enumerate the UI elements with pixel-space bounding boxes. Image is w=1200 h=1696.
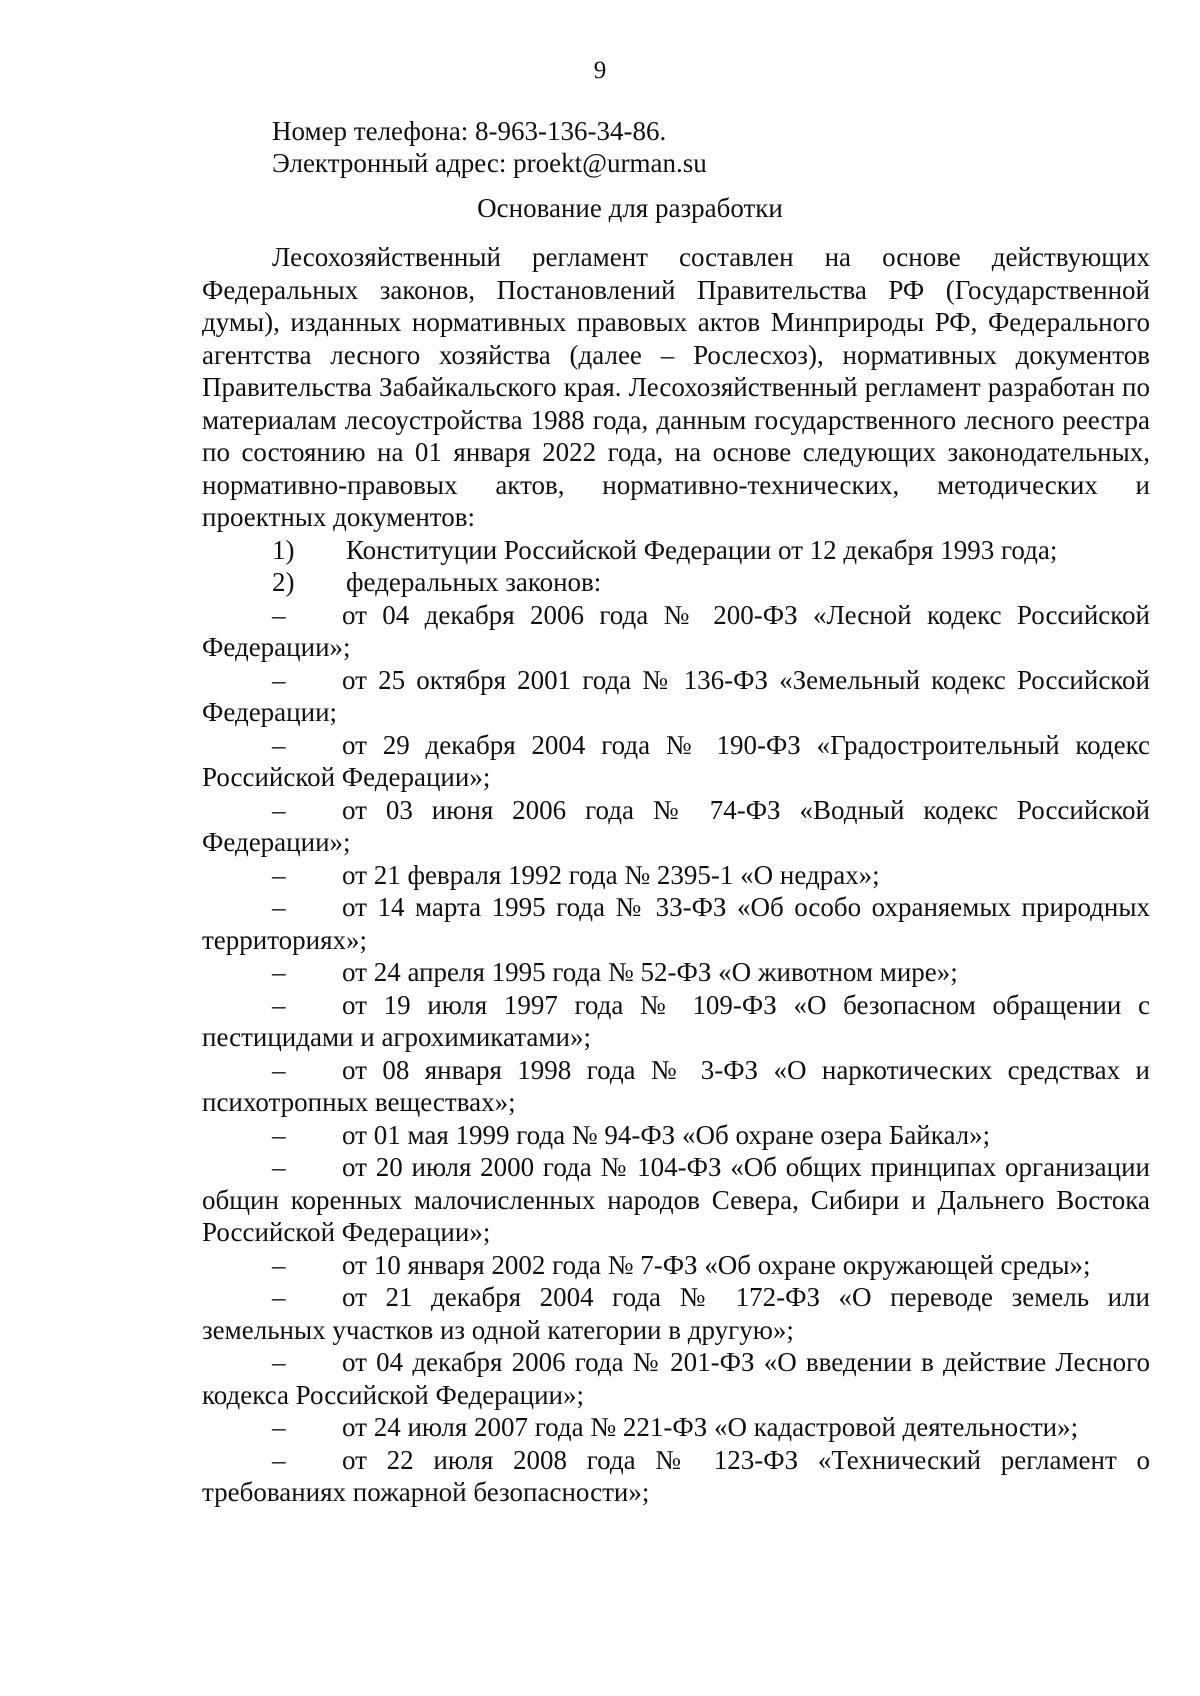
item-marker: 1) — [272, 534, 295, 565]
document-body — [202, 241, 1150, 1509]
law-item-text: от 24 апреля 1995 года № 52-ФЗ «О животном мире»; — [342, 957, 958, 987]
law-item-text: от 04 декабря 2006 года № 200-ФЗ «Лесной кодекс Российской Федерации»; — [202, 599, 1150, 662]
law-item-text: от 04 декабря 2006 года № 201-ФЗ «О введении в действие Лесного кодекса Российской Федерации»; — [202, 1347, 1150, 1410]
item-text: федеральных законов: — [346, 567, 602, 597]
dash-marker: – — [272, 1152, 286, 1182]
section-title: Основание для разработки — [477, 193, 783, 223]
law-item-text: от 25 октября 2001 года № 136-ФЗ «Земельный кодекс Российской Федерации; — [202, 664, 1150, 727]
dash-marker: – — [272, 599, 286, 630]
law-item-text: от 08 января 1998 года № 3-ФЗ «О наркотических средствах и психотропных веществах»; — [202, 1054, 1150, 1117]
law-item — [202, 1054, 1150, 1119]
intro-paragraph: Лесохозяйственный регламент составлен на основе действующих Федеральных законов, Постановлений Правительства РФ (Государственной думы), изданных нормативных правовых актов Минприроды РФ, Федерального агентства лесного хозяйства (далее – Рослесхоз), нормативных документов Правительства Забайкальского края. Лесохозяйственный регламент разработан по материалам лесоустройства 1988 года, данным государственного лесного реестра по состоянию на 01 января 2022 года, на основе следующих законодательных, нормативно-правовых актов, нормативно-технических, методических и проектных документов: — [202, 242, 1150, 532]
law-item-text: от 21 декабря 2004 года № 172-ФЗ «О переводе земель или земельных участков из одной категории в другую»; — [202, 1282, 1150, 1345]
dash-marker: – — [272, 1282, 286, 1312]
law-item-text: от 10 января 2002 года № 7-ФЗ «Об охране окружающей среды»; — [342, 1249, 1091, 1280]
law-item — [202, 891, 1150, 956]
law-item — [202, 729, 1150, 794]
item-marker: 2) — [272, 567, 295, 597]
law-item-text: от 14 марта 1995 года № 33-ФЗ «Об особо охраняемых природных территориях»; — [202, 892, 1150, 955]
law-item — [202, 1411, 1150, 1444]
numbered-item — [202, 566, 1150, 599]
dash-marker: – — [272, 989, 286, 1020]
dash-marker: – — [272, 859, 286, 890]
law-item — [202, 956, 1150, 989]
dash-marker: – — [272, 1249, 286, 1280]
dash-marker: – — [272, 1347, 286, 1377]
law-item — [202, 1346, 1150, 1411]
law-item-text: от 24 июля 2007 года № 221-ФЗ «О кадастровой деятельности»; — [342, 1412, 1079, 1442]
dash-marker: – — [272, 1054, 286, 1085]
numbered-item — [202, 534, 1150, 567]
law-item-text: от 29 декабря 2004 года № 190-ФЗ «Градостроительный кодекс Российской Федерации»; — [202, 729, 1150, 792]
law-item — [202, 1249, 1150, 1282]
page-number: 9 — [593, 57, 607, 84]
law-item-text: от 21 февраля 1992 года № 2395-1 «О недрах»; — [342, 859, 880, 890]
law-item — [202, 1444, 1150, 1509]
item-text: Конституции Российской Федерации от 12 декабря 1993 года; — [346, 534, 1058, 565]
dash-marker: – — [272, 1119, 286, 1150]
law-item — [202, 599, 1150, 664]
law-item — [202, 794, 1150, 859]
dash-marker: – — [272, 1412, 286, 1442]
law-item — [202, 664, 1150, 729]
dash-marker: – — [272, 794, 286, 825]
law-item — [202, 1151, 1150, 1249]
dash-marker: – — [272, 957, 286, 987]
law-item — [202, 1281, 1150, 1346]
law-item-text: от 19 июля 1997 года № 109-ФЗ «О безопасном обращении с пестицидами и агрохимикатами»; — [202, 989, 1150, 1052]
dash-marker: – — [272, 729, 286, 760]
dash-marker: – — [272, 664, 286, 695]
dash-marker: – — [272, 1444, 286, 1475]
law-item-text: от 01 мая 1999 года № 94-ФЗ «Об охране озера Байкал»; — [342, 1119, 991, 1150]
law-item-text: от 20 июля 2000 года № 104-ФЗ «Об общих принципах организации общин коренных малочисленных народов Севера, Сибири и Дальнего Востока Российской Федерации»; — [202, 1152, 1150, 1247]
dash-marker: – — [272, 892, 286, 922]
law-item-text: от 22 июля 2008 года № 123-ФЗ «Технический регламент о требованиях пожарной безопасности»; — [202, 1444, 1150, 1507]
contact-phone: Номер телефона: 8-963-136-34-86. — [272, 116, 667, 146]
law-item — [202, 989, 1150, 1054]
law-item — [202, 1119, 1150, 1152]
law-item-text: от 03 июня 2006 года № 74-ФЗ «Водный кодекс Российской Федерации»; — [202, 794, 1150, 857]
contact-email: Электронный адрес: proekt@urman.su — [272, 148, 707, 178]
law-item — [202, 859, 1150, 892]
